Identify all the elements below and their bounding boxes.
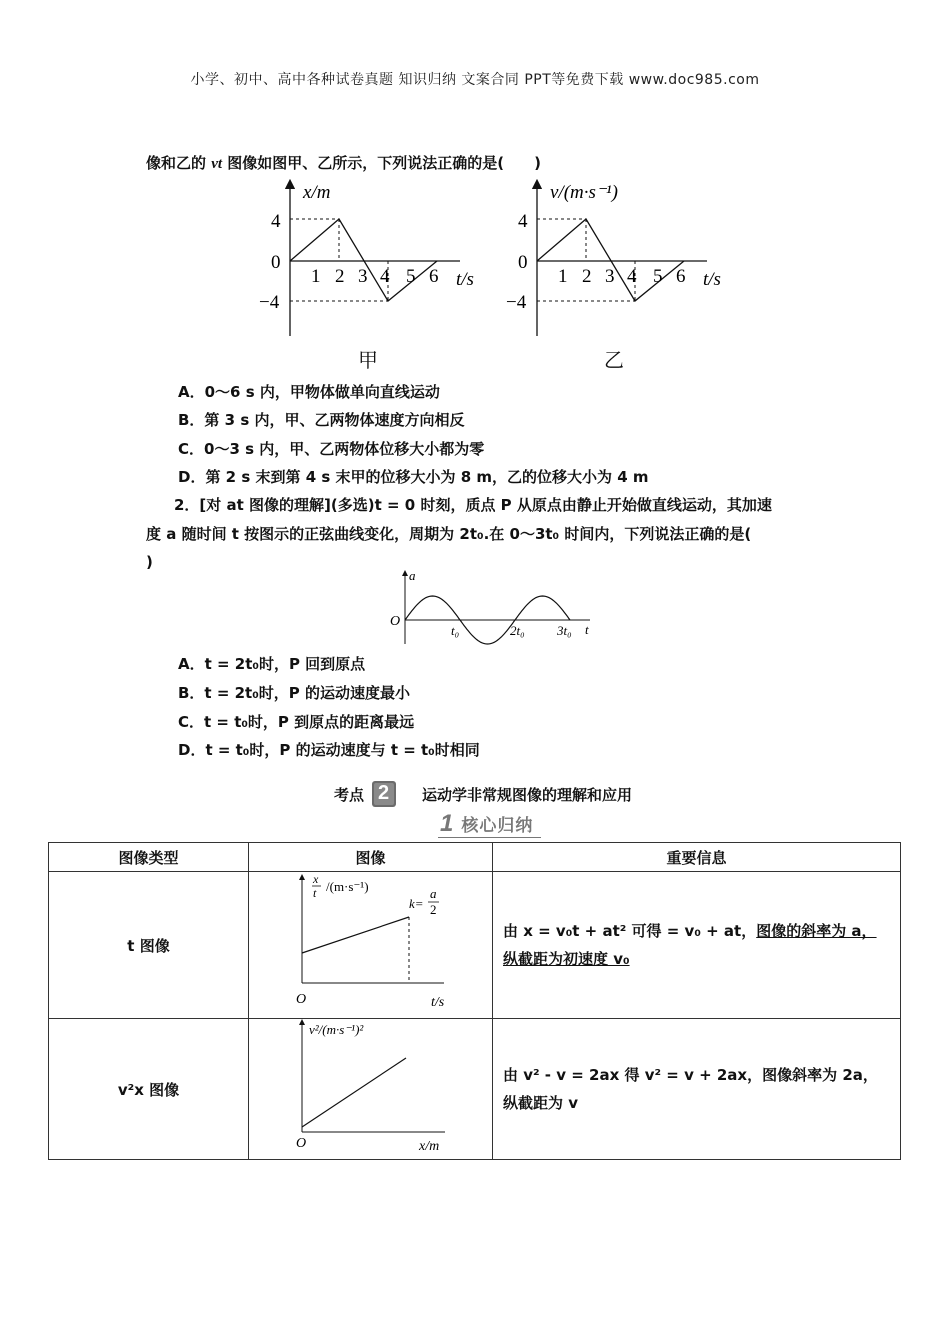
ytick-neg4: −4	[506, 292, 527, 313]
caption-jia: 甲	[358, 348, 378, 372]
ylabel-den: t	[313, 886, 317, 900]
header-type: 图像类型	[49, 843, 249, 872]
k-num: a	[430, 886, 437, 901]
origin-label: O	[296, 1136, 307, 1151]
xtick-6: 6	[429, 266, 439, 287]
table-row	[49, 1019, 901, 1160]
q1-option-d[interactable]: D．第 2 s 末到第 4 s 末甲的位移大小为 8 m，乙的位移大小为 4 m	[178, 468, 649, 486]
v-t-line	[537, 219, 684, 301]
xtick-4: 4	[380, 266, 390, 287]
sub-number: 1	[440, 810, 454, 837]
origin-label: O	[390, 614, 401, 629]
xtick-3: 3	[605, 266, 615, 287]
header-graph: 图像	[249, 843, 493, 872]
xtick-6: 6	[676, 266, 686, 287]
table-row	[49, 872, 901, 1019]
xtick-1: 1	[558, 266, 568, 287]
info-text: 由 x = v₀t + at² 可得 = v₀ + at，	[503, 922, 757, 940]
page-header: 小学、初中、高中各种试卷真题 知识归纳 文案合同 PPT等免费下载 www.doc985.com	[190, 72, 760, 88]
ytick-4: 4	[518, 211, 528, 232]
q1-stem: 像和乙的 vt 图像如图甲、乙所示，下列说法正确的是( )	[146, 154, 541, 172]
y-axis-label: v²/(m·s⁻¹)²	[309, 1022, 364, 1037]
row-graph	[249, 872, 493, 1019]
xtick-2: 2	[582, 266, 592, 287]
row-info: 由 v² - v = 2ax 得 v² = v + 2ax，图像斜率为 2a，纵截距为 v	[493, 1019, 901, 1160]
x-axis-label: t/s	[703, 269, 721, 290]
row-type: v²x 图像	[49, 1019, 249, 1160]
tick-t0: t₀	[451, 623, 460, 638]
sub-title: 核心归纳	[461, 816, 534, 836]
q2-stem-line2: 度 a 随时间 t 按图示的正弦曲线变化，周期为 2t₀.在 0～3t₀ 时间内，下列说法正确的是(	[146, 525, 752, 543]
q1-option-b[interactable]: B．第 3 s 内，甲、乙两物体速度方向相反	[178, 411, 465, 429]
caption-yi: 乙	[604, 348, 624, 372]
sub-heading-underline	[438, 837, 541, 838]
ylabel-unit: /(m·s⁻¹)	[326, 879, 369, 894]
section-heading	[334, 780, 632, 808]
ylabel-num: x	[313, 872, 319, 886]
q2-option-d[interactable]: D．t = t₀时，P 的运动速度与 t = t₀时相同	[178, 741, 480, 759]
x-t-line	[290, 219, 437, 301]
k-den: 2	[430, 902, 437, 917]
row-type: t 图像	[49, 872, 249, 1019]
line	[302, 917, 409, 953]
sub-heading	[440, 811, 533, 836]
xtick-1: 1	[311, 266, 321, 287]
y-axis-label: a	[409, 568, 416, 583]
tick-2t0: 2t₀	[510, 623, 525, 638]
x-axis-label: x/m	[419, 1139, 440, 1154]
ytick-0: 0	[518, 252, 528, 273]
line	[302, 1058, 406, 1127]
header-info: 重要信息	[493, 843, 901, 872]
v2-x-graph	[249, 1019, 492, 1155]
row-graph	[249, 1019, 493, 1160]
y-axis-label: v/(m·s⁻¹)	[550, 182, 618, 203]
tick-3t0: 3t₀	[557, 623, 572, 638]
section-number: 2	[378, 782, 390, 804]
section-prefix: 考点	[334, 785, 365, 804]
ytick-4: 4	[271, 211, 281, 232]
xtick-2: 2	[335, 266, 345, 287]
ytick-0: 0	[271, 252, 281, 273]
origin-label: O	[296, 992, 307, 1007]
info-table	[48, 842, 901, 1160]
x-t-over-t-graph	[249, 872, 492, 1014]
xtick-4: 4	[627, 266, 637, 287]
info-underlined: 图像的斜率为 a，纵截距为初速度 v₀	[503, 922, 877, 968]
section-number-badge	[370, 780, 398, 808]
xtick-5: 5	[406, 266, 416, 287]
q1-option-a[interactable]: A．0～6 s 内，甲物体做单向直线运动	[178, 383, 440, 401]
table-header-row	[49, 843, 901, 872]
section-title: 运动学非常规图像的理解和应用	[422, 785, 633, 804]
row-info	[493, 872, 901, 1019]
x-axis-label: t/s	[456, 269, 474, 290]
q2-option-c[interactable]: C．t = t₀时，P 到原点的距离最远	[178, 713, 415, 731]
xtick-3: 3	[358, 266, 368, 287]
x-axis-label: t/s	[431, 995, 445, 1010]
q2-stem-line1: 2．[对 at 图像的理解](多选)t = 0 时刻，质点 P 从原点由静止开始做直线运动，其加速	[174, 496, 772, 514]
xtick-5: 5	[653, 266, 663, 287]
q2-stem-line3: )	[146, 553, 153, 571]
q2-option-a[interactable]: A．t = 2t₀时，P 回到原点	[178, 655, 366, 673]
figure-a-t-sine	[385, 568, 600, 648]
k-label: k=	[409, 896, 424, 911]
y-axis-label: x/m	[303, 182, 331, 203]
x-axis-label: t	[585, 622, 589, 637]
q1-option-c[interactable]: C．0～3 s 内，甲、乙两物体位移大小都为零	[178, 440, 485, 458]
q2-option-b[interactable]: B．t = 2t₀时，P 的运动速度最小	[178, 684, 411, 702]
ytick-neg4: −4	[259, 292, 280, 313]
